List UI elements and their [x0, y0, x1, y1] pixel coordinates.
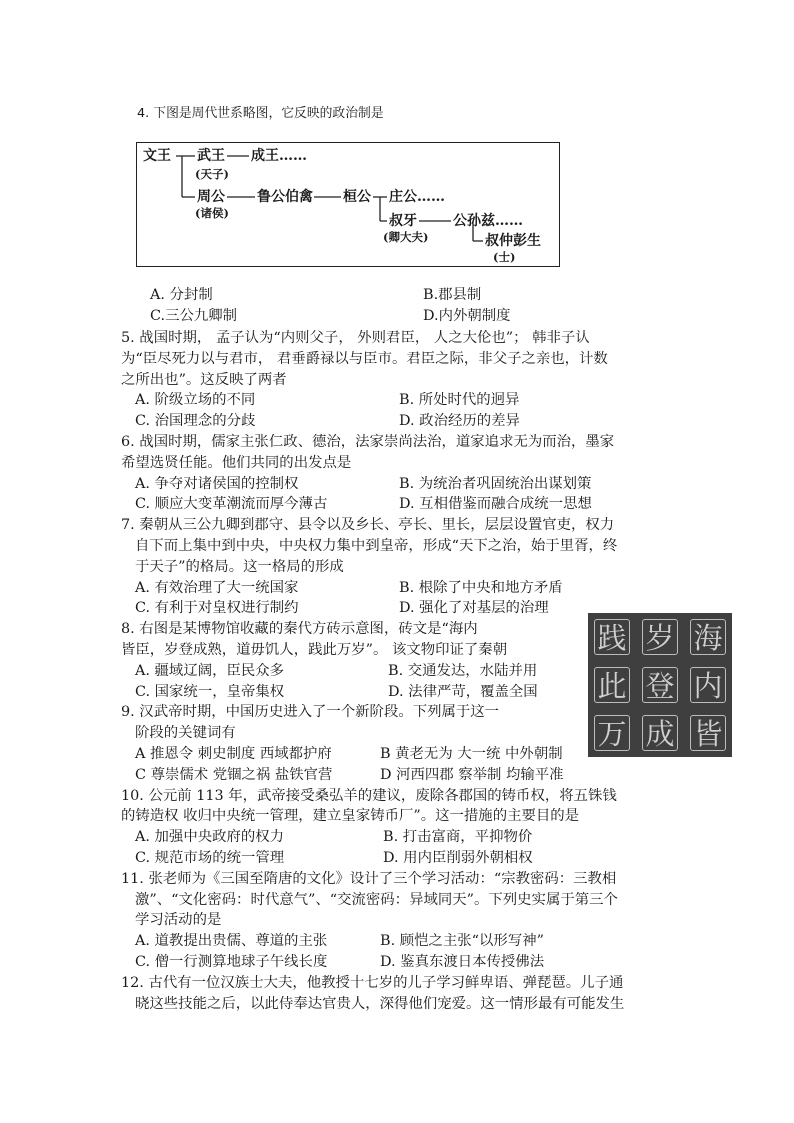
node-luzong: 鲁公伯禽 [257, 189, 313, 205]
q7-option-d: D. 强化了对基层的治理 [399, 600, 549, 616]
q4-option-c: C.三公九卿制 [150, 308, 238, 324]
node-shuzhong: 叔仲彭生 [485, 233, 541, 249]
q8-option-c: C. 国家统一，皇帝集权 [135, 684, 285, 700]
q6-option-c: C. 顺应大变革潮流而厚今薄古 [135, 496, 328, 512]
q11-option-a: A. 道教提出贵儒、尊道的主张 [135, 933, 328, 949]
q12-line-1: 12. 古代有一位汉族士大夫，他教授十七岁的儿子学习鲜卑语、弹琵琶。儿子通 [121, 975, 624, 991]
q10-option-d: D. 用内臣削弱外朝相权 [383, 850, 533, 866]
seal-char: 皆 [690, 715, 726, 751]
q4-option-a: A. 分封制 [150, 287, 213, 303]
q9-line-1: 9. 汉武帝时期，中国历史进入了一个新阶段。下列属于这一 [121, 704, 500, 720]
q5-line-1: 5. 战国时期， 孟子认为“内则父子， 外则君臣， 人之大伦也”； 韩非子认 [121, 330, 590, 346]
seal-char: 海 [690, 619, 726, 655]
q7-line-1: 7. 秦朝从三公九卿到郡守、县令以及乡长、亭长、里长，层层设置官吏，权力 [121, 517, 615, 533]
q6-option-a: A. 争夺对诸侯国的控制权 [135, 476, 299, 492]
q10-line-2: 的铸造权 收归中央统一管理，建立皇家铸币厂”。这一措施的主要目的是 [121, 808, 580, 824]
qin-brick-seal-image [588, 613, 732, 757]
q6-line-1: 6. 战国时期，儒家主张仁政、德治，法家崇尚法治，道家追求无为而治，墨家 [121, 434, 615, 450]
q6-line-2: 希望选贤任能。他们共同的出发点是 [121, 455, 352, 471]
q8-line-2: 皆臣，岁登成熟，道毋饥人，践此万岁”。 该文物印证了秦朝 [121, 642, 508, 658]
q6-option-b: B. 为统治者巩固统治出谋划策 [399, 476, 592, 492]
node-zhougong: 周公 [197, 189, 225, 205]
q12-line-2: 晓这些技能之后，以此侍奉达官贵人，深得他们宠爱。这一情形最有可能发生 [135, 996, 625, 1012]
q11-line-3: 学习活动的是 [135, 912, 222, 928]
q6-option-d: D. 互相借鉴而融合成统一思想 [399, 496, 592, 512]
q9-option-c: C 尊崇儒术 党锢之祸 盐铁官营 [135, 767, 333, 783]
seal-char: 岁 [642, 619, 678, 655]
rank-zhuhou: (诸侯) [195, 206, 229, 220]
q4-option-d: D.内外朝制度 [423, 308, 511, 324]
seal-char: 成 [642, 715, 678, 751]
q11-line-1: 11. 张老师为《三国至隋唐的文化》设计了三个学习活动：“宗教密码：三教相 [121, 871, 617, 887]
node-wuwang: 武王 [197, 148, 225, 164]
q4-option-b: B.郡县制 [423, 287, 482, 303]
q10-option-b: B. 打击富商，平抑物价 [383, 829, 533, 845]
q7-option-c: C. 有利于对皇权进行制约 [135, 600, 299, 616]
q10-option-a: A. 加强中央政府的权力 [135, 829, 285, 845]
rank-shi: (士) [493, 250, 516, 264]
q11-line-2: 激”、“文化密码：时代意气”、“交流密码：异域同天”。下列史实属于第三个 [135, 892, 618, 908]
seal-char: 内 [690, 667, 726, 703]
q8-option-b: B. 交通发达，水陆并用 [388, 663, 538, 679]
seal-char: 登 [642, 667, 678, 703]
q5-line-2: 为“臣尽死力以与君市， 君垂爵禄以与臣市。君臣之际，非父子之亲也，计数 [121, 351, 608, 367]
q8-option-d: D. 法律严苛，覆盖全国 [388, 684, 538, 700]
q7-line-2: 自下而上集中到中央，中央权力集中到皇帝，形成“天下之治，始于里胥，终 [135, 538, 618, 554]
q5-option-d: D. 政治经历的差异 [399, 413, 520, 429]
q11-option-c: C. 僧一行测算地球子午线长度 [135, 954, 328, 970]
question-4-stem: 4. 下图是周代世系略图，它反映的政治制是 [137, 106, 384, 121]
q5-line-3: 之所出也”。这反映了两者 [121, 372, 287, 388]
rank-tianzi: (天子) [195, 167, 229, 181]
node-zhuanggong: 庄公…… [389, 189, 445, 205]
q8-line-1: 8. 右图是某博物馆收藏的秦代方砖示意图，砖文是“海内 [121, 621, 478, 637]
q10-line-1: 10. 公元前 113 年，武帝接受桑弘羊的建议，废除各郡国的铸币权，将五铢钱 [121, 788, 617, 804]
node-huangong: 桓公 [343, 189, 371, 205]
q11-option-d: D. 鉴真东渡日本传授佛法 [380, 954, 545, 970]
node-gongsunzi: 公孙兹…… [453, 213, 523, 229]
q9-option-b: B 黄老无为 大一统 中外朝制 [380, 746, 563, 762]
q5-option-b: B. 所处时代的迥异 [399, 392, 520, 408]
q7-option-a: A. 有效治理了大一统国家 [135, 580, 299, 596]
zhou-lineage-diagram [136, 142, 560, 267]
q5-option-c: C. 治国理念的分歧 [135, 413, 256, 429]
q9-option-d: D 河西四郡 察举制 均输平准 [380, 767, 564, 783]
seal-char: 践 [594, 619, 630, 655]
node-shuya: 叔牙 [389, 213, 417, 229]
q8-option-a: A. 疆域辽阔，臣民众多 [135, 663, 285, 679]
q5-option-a: A. 阶级立场的不同 [135, 392, 256, 408]
q11-option-b: B. 顾恺之主张“以形写神” [380, 933, 544, 949]
rank-qingdafu: (卿大夫) [383, 230, 429, 244]
q7-option-b: B. 根除了中央和地方矛盾 [399, 580, 563, 596]
node-wenwang: 文王 [143, 148, 171, 164]
q10-option-c: C. 规范市场的统一管理 [135, 850, 285, 866]
q9-option-a: A 推恩令 刺史制度 西域都护府 [135, 746, 332, 762]
q9-line-2: 阶段的关键词有 [135, 725, 236, 741]
q7-line-3: 于天子”的格局。这一格局的形成 [135, 559, 344, 575]
seal-char: 此 [594, 667, 630, 703]
node-chengwang: 成王…… [251, 148, 307, 164]
seal-char: 万 [594, 715, 630, 751]
